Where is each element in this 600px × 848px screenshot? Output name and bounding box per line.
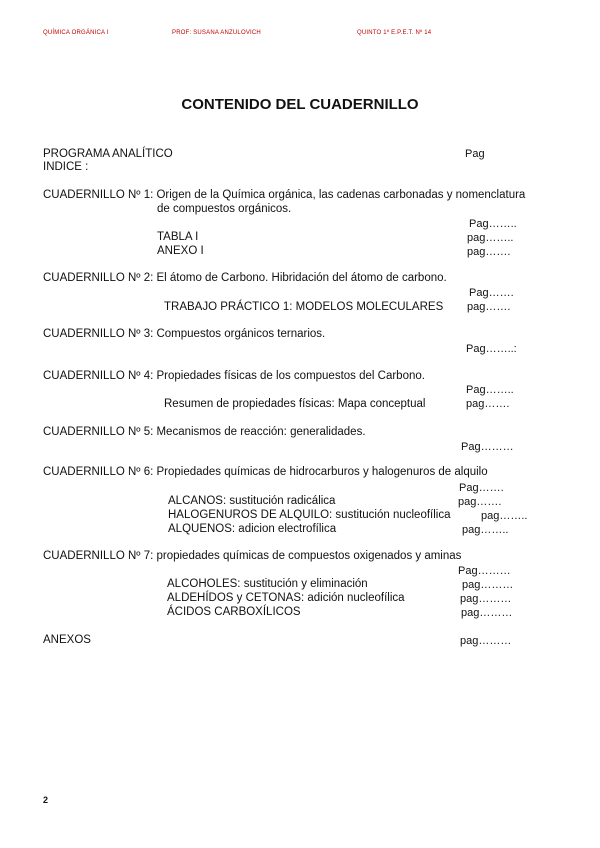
toc-anexo-1: ANEXO I (157, 245, 204, 257)
toc-anexo-1-page: pag……. (467, 246, 511, 258)
toc-cuadernillo-1-cont: de compuestos orgánicos. (157, 203, 292, 215)
toc-anexos-page: pag……… (460, 635, 512, 647)
toc-alcoholes-page: pag……… (462, 579, 514, 591)
toc-cuadernillo-2-page: Pag……. (469, 287, 514, 299)
page-number: 2 (43, 795, 49, 805)
toc-resumen-propiedades-page: pag……. (466, 398, 510, 410)
header-teacher: PROF: SUSANA ANZULOVICH (172, 30, 261, 36)
toc-cuadernillo-5: CUADERNILLO Nº 5: Mecanismos de reacción: generalidades. (43, 426, 366, 438)
toc-aldehidos-cetonas: ALDEHÍDOS y CETONAS: adición nucleofílica (167, 592, 405, 604)
toc-acidos-carboxilicos-page: pag……… (461, 607, 513, 619)
toc-programa: PROGRAMA ANALÍTICO (43, 148, 173, 160)
toc-cuadernillo-1: CUADERNILLO Nº 1: Origen de la Química orgánica, las cadenas carbonadas y nomenclatura (43, 189, 526, 201)
toc-acidos-carboxilicos: ÁCIDOS CARBOXÍLICOS (167, 606, 301, 618)
toc-cuadernillo-2: CUADERNILLO Nº 2: El átomo de Carbono. Hibridación del átomo de carbono. (43, 272, 447, 284)
header-school: QUINTO 1º E.P.E.T. Nº 14 (357, 30, 432, 36)
header-course: QUÍMICA ORGÁNICA I (43, 30, 109, 36)
toc-alcanos-page: pag……. (458, 496, 502, 508)
toc-alquenos: ALQUENOS: adicion electrofílica (168, 523, 337, 535)
toc-halogenuros: HALOGENUROS DE ALQUILO: sustitución nucleofílica (168, 509, 451, 521)
toc-cuadernillo-1-page: Pag…….. (469, 218, 517, 230)
toc-tabla-1: TABLA I (157, 231, 199, 243)
toc-cuadernillo-7-page: Pag……… (458, 565, 511, 577)
toc-indice: INDICE : (43, 161, 89, 173)
toc-cuadernillo-6: CUADERNILLO Nº 6: Propiedades químicas de hidrocarburos y halogenuros de alquilo (43, 466, 488, 478)
toc-anexos: ANEXOS (43, 634, 91, 646)
toc-programa-page: Pag (465, 148, 485, 160)
toc-alquenos-page: pag…….. (462, 524, 509, 536)
toc-cuadernillo-4-page: Pag…….. (466, 384, 514, 396)
toc-trabajo-practico-1-page: pag……. (467, 301, 511, 313)
toc-cuadernillo-5-page: Pag……… (461, 441, 514, 453)
toc-cuadernillo-3: CUADERNILLO Nº 3: Compuestos orgánicos ternarios. (43, 328, 326, 340)
toc-alcanos: ALCANOS: sustitución radicálica (168, 495, 336, 507)
toc-cuadernillo-7: CUADERNILLO Nº 7: propiedades químicas de compuestos oxigenados y aminas (43, 550, 462, 562)
toc-cuadernillo-6-page: Pag……. (459, 482, 504, 494)
toc-aldehidos-cetonas-page: pag……… (460, 593, 512, 605)
toc-tabla-1-page: pag…….. (467, 232, 514, 244)
toc-resumen-propiedades: Resumen de propiedades físicas: Mapa conceptual (164, 398, 426, 410)
toc-alcoholes: ALCOHOLES: sustitución y eliminación (167, 578, 368, 590)
toc-cuadernillo-4: CUADERNILLO Nº 4: Propiedades físicas de los compuestos del Carbono. (43, 370, 425, 382)
toc-cuadernillo-3-page: Pag……..: (466, 343, 517, 355)
toc-trabajo-practico-1: TRABAJO PRÁCTICO 1: MODELOS MOLECULARES (164, 301, 444, 313)
page-title: CONTENIDO DEL CUADERNILLO (181, 96, 419, 113)
toc-halogenuros-page: pag…….. (481, 510, 528, 522)
